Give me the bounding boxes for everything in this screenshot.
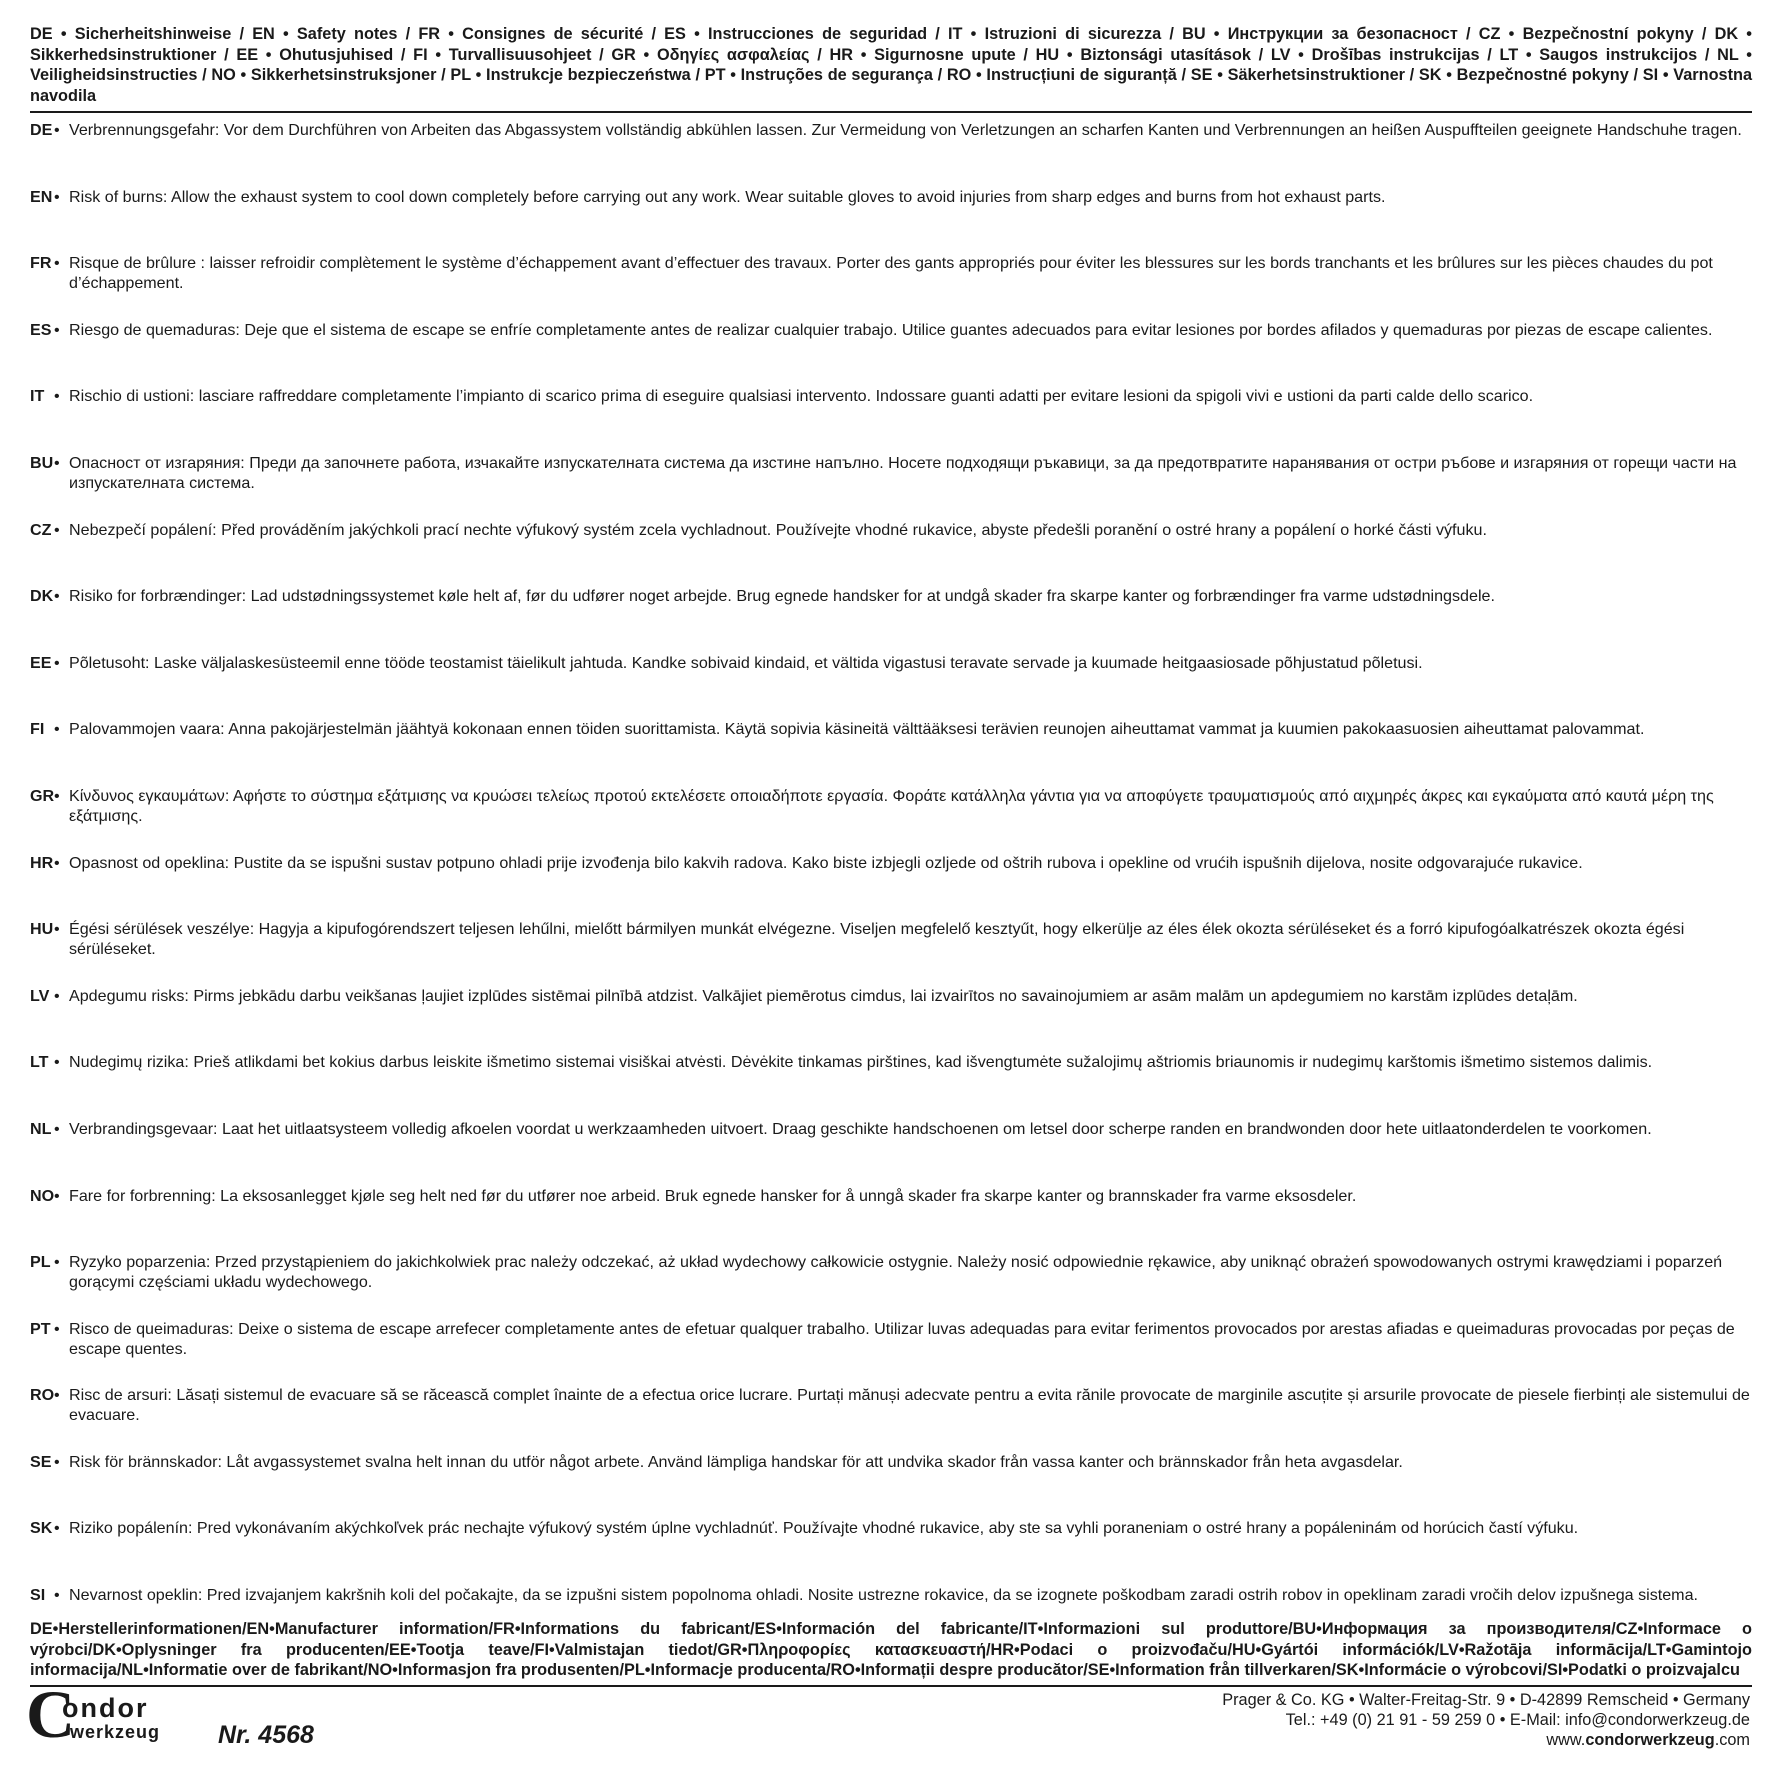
- note-text: Riziko popálenín: Pred vykonávaním akýchkoľvek prác nechajte výfukový systém úplne vychladnúť. Používajte vhodné rukavice, aby ste sa vyhli poraneniam o ostré hrany a popáleninám od horúcich častí výfuku.: [69, 1519, 1579, 1538]
- safety-note-ro: [30, 1385, 1752, 1452]
- language-code: LT: [30, 1053, 49, 1072]
- bullet: •: [54, 920, 60, 939]
- safety-note-fi: [30, 719, 1752, 786]
- bullet: •: [54, 387, 60, 406]
- note-text: Ryzyko poparzenia: Przed przystąpieniem do jakichkolwiek prac należy odczekać, aż układ wydechowy całkowicie ostygnie. Należy nosić odpowiednie rękawice, aby uniknąć obrażeń spowodowanych ostrymi krawędziami i poparzeń gorącymi częściami układu wydechowego.: [69, 1253, 1723, 1292]
- note-text: Verbrandingsgevaar: Laat het uitlaatsysteem volledig afkoelen voordat u werkzaamheden uitvoert. Draag geschikte handschoenen om letsel door scherpe randen en brandwonden door hete uitlaatonderdelen te voorkomen.: [69, 1119, 1652, 1138]
- language-code: CZ: [30, 520, 52, 539]
- bullet: •: [54, 1119, 60, 1138]
- note-text: Nudegimų rizika: Prieš atlikdami bet kokius darbus leiskite išmetimo sistemai visiškai atvėsti. Dėvėkite tinkamas pirštines, kad išvengtumėte sužalojimų aštriomis briaunomis ir nudegimų karštomis išmetimo sistemos dalimis.: [69, 1053, 1653, 1072]
- contact-line: Tel.: +49 (0) 21 91 - 59 259 0 • E-Mail: info@condorwerkzeug.de: [1285, 1711, 1750, 1729]
- safety-note-pt: [30, 1319, 1752, 1386]
- note-text: Risque de brûlure : laisser refroidir complètement le système d’échappement avant d’effectuer des travaux. Porter des gants appropriés pour éviter les blessures sur les bords tranchants et les brûlures sur les pièces chaudes du pot d’échappement.: [69, 254, 1713, 293]
- website-prefix: www.: [1546, 1731, 1586, 1749]
- language-code: DE: [30, 121, 53, 139]
- website-link[interactable]: [1222, 1730, 1750, 1750]
- language-code: FI: [30, 720, 45, 739]
- language-code: SI: [30, 1586, 46, 1605]
- safety-note-en: [30, 187, 1752, 254]
- safety-note-hr: [30, 853, 1752, 920]
- safety-note-hu: [30, 919, 1752, 986]
- note-text: Apdegumu risks: Pirms jebkādu darbu veikšanas ļaujiet izplūdes sistēmai pilnībā atdzist. Valkājiet piemērotus cimdus, lai izvairītos no savainojumiem ar asām malām un apdegumiem no karstām izplūdes detaļām.: [69, 986, 1578, 1005]
- language-code: NL: [30, 1119, 52, 1138]
- language-code: PL: [30, 1253, 51, 1272]
- safety-note-ee: [30, 653, 1752, 720]
- bullet: •: [54, 1319, 60, 1338]
- note-text: Risiko for forbrændinger: Lad udstødningssystemet køle helt af, før du udfører noget arbejde. Brug egnede handsker for at undgå skader fra skarpe kanter og forbrændinger fra varme udstødningsdele.: [69, 587, 1495, 606]
- safety-note-dk: [30, 586, 1752, 653]
- language-code: LV: [30, 986, 50, 1005]
- safety-note-bu: [30, 453, 1752, 520]
- bullet: •: [54, 587, 60, 606]
- manufacturer-address: [1222, 1690, 1750, 1750]
- language-code: EE: [30, 653, 52, 672]
- safety-sheet: [30, 24, 1752, 1652]
- language-code: HU: [30, 920, 54, 939]
- language-code: DK: [30, 587, 54, 606]
- language-code: FR: [30, 254, 52, 273]
- condor-werkzeug-logo: [26, 1676, 196, 1752]
- note-text: Κίνδυνος εγκαυμάτων: Αφήστε το σύστημα εξάτμισης να κρυώσει τελείως προτού εκτελέσετε οποιαδήποτε εργασία. Φοράτε κατάλληλα γάντια για να αποφύγετε τραυματισμούς από αιχμηρές άκρες και εγκαύματα από καυτά μέρη της εξάτμισης.: [69, 786, 1714, 825]
- note-text: Risk of burns: Allow the exhaust system to cool down completely before carrying out any work. Wear suitable gloves to avoid injuries from sharp edges and burns from hot exhaust parts.: [69, 187, 1386, 206]
- language-code: SK: [30, 1519, 53, 1538]
- language-code: SE: [30, 1452, 52, 1471]
- note-text: Nebezpečí popálení: Před prováděním jakýchkoli prací nechte výfukový systém zcela vychladnout. Používejte vhodné rukavice, abyste předešli poranění o ostré hrany a popálení o horké části výfuku.: [69, 520, 1487, 539]
- safety-note-de: [30, 120, 1752, 187]
- note-text: Опасност от изгаряния: Преди да започнете работа, изчакайте изпускателната система да изстине напълно. Носете подходящи ръкавици, за да предотвратите наранявания от остри ръбове и изгаряния от горещи части на изпускателната система.: [69, 453, 1737, 492]
- note-text: Nevarnost opeklin: Pred izvajanjem kakršnih koli del počakajte, da se izpušni sistem popolnoma ohladi. Nosite ustrezne rokavice, da se izognete poškodbam zaradi ostrih robov in opeklinam zaradi vročih delov izpušnega sistema.: [69, 1586, 1699, 1605]
- bullet: •: [54, 1586, 60, 1605]
- language-code: IT: [30, 387, 45, 406]
- bullet: •: [54, 1186, 60, 1205]
- language-code: NO: [30, 1186, 55, 1205]
- website-suffix: .com: [1714, 1731, 1750, 1749]
- note-text: Risco de queimaduras: Deixe o sistema de escape arrefecer completamente antes de efetuar qualquer trabalho. Utilizar luvas adequadas para evitar ferimentos provocados por arestas afiadas e queimaduras provocadas por peças de escape quentes.: [69, 1319, 1735, 1358]
- note-text: Palovammojen vaara: Anna pakojärjestelmän jäähtyä kokonaan ennen töiden suorittamista. Käytä sopivia käsineitä välttääksesi terävien reunojen aiheuttamat vammat ja kuumien pakokaasuosien aiheuttamat palovammat.: [69, 720, 1645, 739]
- safety-note-nl: [30, 1119, 1752, 1186]
- bullet: •: [54, 320, 60, 339]
- article-number: Nr. 4568: [218, 1721, 314, 1749]
- note-text: Riesgo de quemaduras: Deje que el sistema de escape se enfríe completamente antes de realizar cualquier trabajo. Utilice guantes adecuados para evitar lesiones por bordes afilados y quemaduras por piezas de escape calientes.: [69, 320, 1713, 339]
- bullet: •: [54, 853, 60, 872]
- bullet: •: [54, 254, 60, 273]
- note-text: Risk för brännskador: Låt avgassystemet svalna helt innan du utför något arbete. Använd lämpliga handskar för att undvika skador från vassa kanter och brännskador från heta avgasdelar.: [69, 1452, 1403, 1471]
- note-text: Põletusoht: Laske väljalaskesüsteemil enne tööde teostamist täielikult jahtuda. Kandke sobivaid kindaid, et vältida vigastusi teravate servade ja kuumade heitgaasiosade põhjustatud põletusi.: [69, 653, 1423, 672]
- language-code: EN: [30, 187, 53, 206]
- safety-note-sk: [30, 1518, 1752, 1585]
- note-text: Fare for forbrenning: La eksosanlegget kjøle seg helt ned før du utfører noe arbeid. Bruk egnede hansker for å unngå skader fra skarpe kanter og brannskader fra varme eksosdeler.: [69, 1186, 1357, 1205]
- note-text: Opasnost od opeklina: Pustite da se ispušni sustav potpuno ohladi prije izvođenja bilo kakvih radova. Kako biste izbjegli ozljede od oštrih rubova i opekline od vrućih ispušnih dijelova, nosite odgovarajuće rukavice.: [69, 853, 1583, 872]
- language-code: PT: [30, 1319, 51, 1338]
- address-line: Prager & Co. KG • Walter-Freitag-Str. 9 • D-42899 Remscheid • Germany: [1222, 1691, 1750, 1709]
- bullet: •: [54, 453, 60, 472]
- safety-note-se: [30, 1452, 1752, 1519]
- safety-notes-heading: DE • Sicherheitshinweise / EN • Safety notes / FR • Consignes de sécurité / ES • Instrucciones de seguridad / IT • Istruzioni di sicurezza / BU • Инструкции за безопасност / CZ • Bezpečnostní pokyny / DK • Sikkerhedsinstruktioner / EE • Ohutusjuhised / FI • Turvallisuusohjeet / GR • Οδηγίες ασφαλείας / HR • Sigurnosne upute / HU • Biztonsági utasítások / LV • Drošības instrukcijas / LT • Saugos instrukcijos / NL • Veiligheidsinstructies / NO • Sikkerhetsinstruksjoner / PL • Instrukcje bezpieczeństwa / PT • Instruções de segurança / RO • Instrucțiuni de siguranță / SE • Säkerhetsinstruktioner / SK • Bezpečnostné pokyny / SI • Varnostna navodila: [30, 24, 1752, 113]
- safety-note-es: [30, 320, 1752, 387]
- logo-word: ondor: [62, 1693, 149, 1723]
- language-code: GR: [30, 786, 55, 805]
- safety-notes-list: [30, 120, 1752, 1652]
- note-text: Rischio di ustioni: lasciare raffreddare completamente l’impianto di scarico prima di eseguire qualsiasi intervento. Indossare guanti adatti per evitare lesioni da spigoli vivi e ustioni da parti calde dello scarico.: [69, 387, 1534, 406]
- bullet: •: [54, 1053, 60, 1072]
- safety-note-lt: [30, 1052, 1752, 1119]
- bullet: •: [54, 187, 60, 206]
- bullet: •: [54, 986, 60, 1005]
- language-code: BU: [30, 453, 54, 472]
- note-text: Égési sérülések veszélye: Hagyja a kipufogórendszert teljesen lehűlni, mielőtt bármilyen munkát elvégezne. Viseljen megfelelő kesztyűt, hogy elkerülje az éles élek okozta sérüléseket és a forró kipufogóalkatrészek okozta égési sérüléseket.: [69, 920, 1685, 959]
- bullet: •: [54, 1253, 60, 1272]
- bullet: •: [54, 653, 60, 672]
- bullet: •: [54, 520, 60, 539]
- safety-note-fr: [30, 253, 1752, 320]
- bullet: •: [54, 121, 60, 139]
- bullet: •: [54, 1519, 60, 1538]
- safety-note-no: [30, 1186, 1752, 1253]
- note-text: Risc de arsuri: Lăsați sistemul de evacuare să se răcească complet înainte de a efectua orice lucrare. Purtați mănuși adecvate pentru a evita rănile provocate de marginile ascuțite și arsurile provocate de piesele fierbinți ale sistemului de evacuare.: [69, 1386, 1750, 1425]
- safety-note-it: [30, 386, 1752, 453]
- manufacturer-info-heading: DE•Herstellerinformationen/EN•Manufacturer information/FR•Informations du fabricant/ES•Información del fabricante/IT•Informazioni sul produttore/BU•Информация за производителя/CZ•Informace o výrobci/DK•Oplysninger fra producenten/EE•Tootja teave/FI•Valmistajan tiedot/GR•Πληροφορίες κατασκευαστή/HR•Podaci o proizvođaču/HU•Gyártói információk/LV•Ražotāja informācija/LT•Gamintojo informacija/NL•Informatie over de fabrikant/NO•Informasjon fra produsenten/PL•Informacje producenta/RO•Informații despre producător/SE•Information från tillverkaren/SK•Informácie o výrobcovi/SI•Podatki o proizvajalcu: [30, 1619, 1752, 1687]
- logo-initial: C: [26, 1676, 76, 1752]
- safety-note-cz: [30, 520, 1752, 587]
- safety-note-pl: [30, 1252, 1752, 1319]
- note-text: Verbrennungsgefahr: Vor dem Durchführen von Arbeiten das Abgassystem vollständig abkühlen lassen. Zur Vermeidung von Verletzungen an scharfen Kanten und Verbrennungen an heißen Auspuffteilen geeignete Handschuhe tragen.: [69, 121, 1742, 139]
- language-code: ES: [30, 320, 52, 339]
- language-code: RO: [30, 1386, 55, 1405]
- website-name: condorwerkzeug: [1585, 1731, 1715, 1749]
- bullet: •: [54, 786, 60, 805]
- bullet: •: [54, 1386, 60, 1405]
- safety-note-lv: [30, 986, 1752, 1053]
- bullet: •: [54, 720, 60, 739]
- bullet: •: [54, 1452, 60, 1471]
- language-code: HR: [30, 853, 54, 872]
- logo-subword: werkzeug: [70, 1722, 161, 1742]
- safety-note-gr: [30, 786, 1752, 853]
